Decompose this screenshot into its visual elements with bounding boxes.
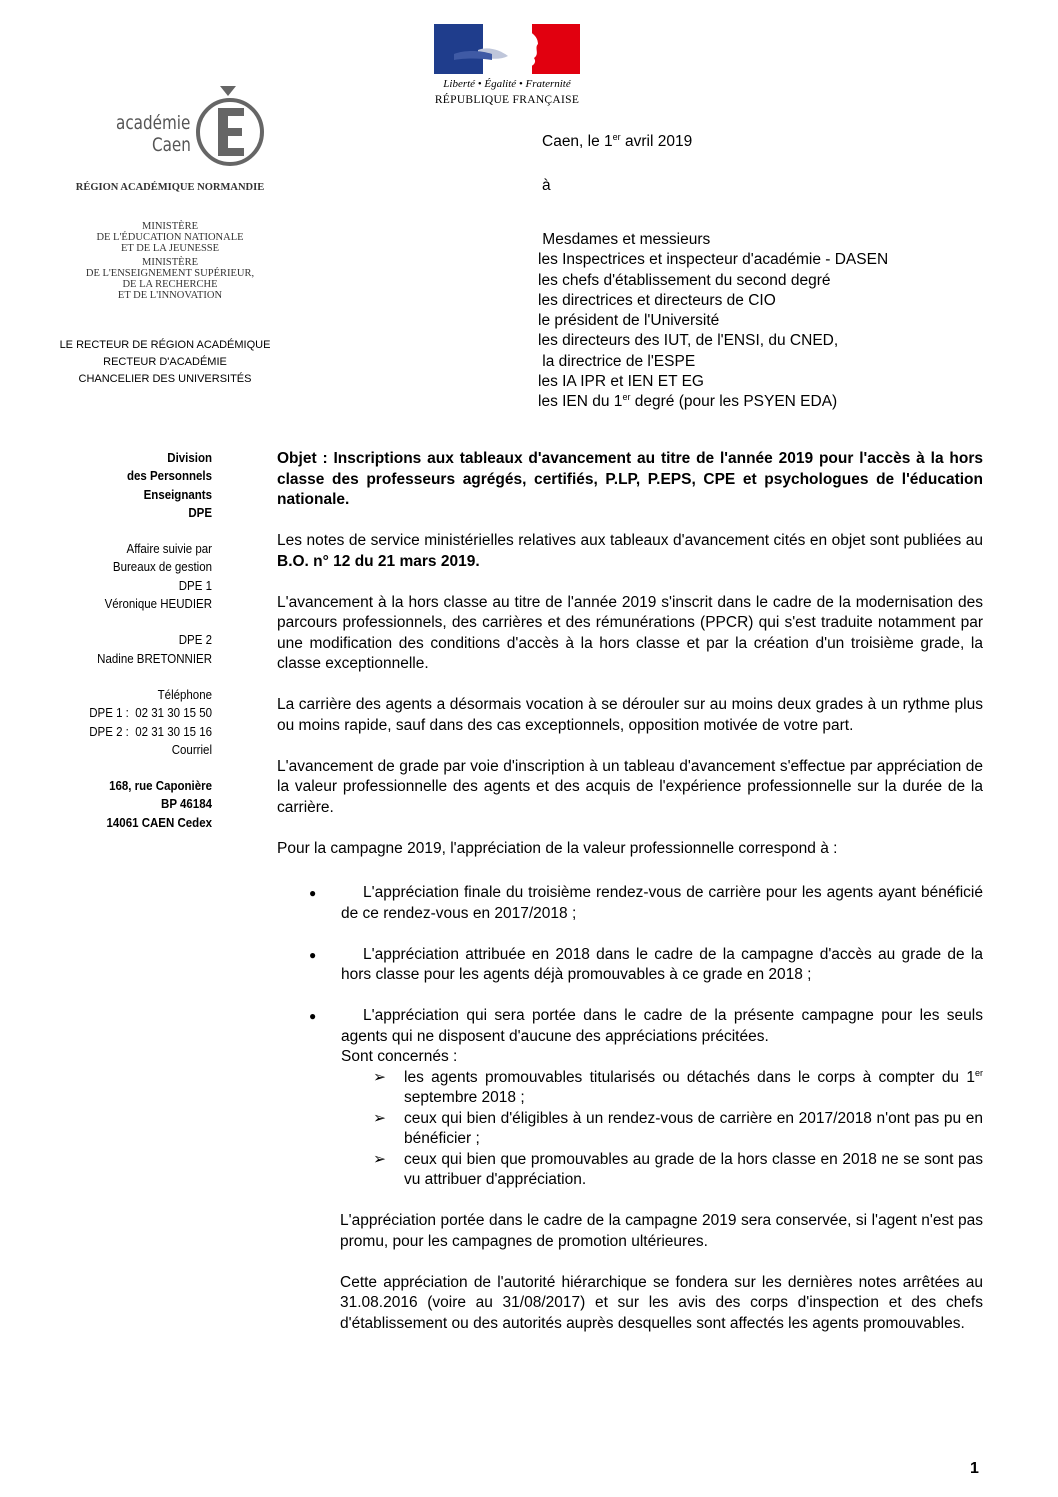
dpe2-line: Nadine BRETONNIER [97,651,212,666]
bullet-text: L'appréciation finale du troisième rendez-vous de carrière pour les agents ayant bénéficié de ce rendez-vous en 2017/2018 ; [341,884,983,922]
date-sup: er [612,131,621,142]
recteur-block [30,337,300,388]
ministere-enseignement [70,257,270,301]
recteur-line: CHANCELIER DES UNIVERSITÉS [78,373,252,385]
sub1-prefix: les agents promouvables titularisés ou détachés dans le corps à compter du 1 [404,1068,975,1086]
ministere1-line: MINISTÈRE [142,221,198,232]
academie-e-icon [190,86,276,166]
bullet-text: L'appréciation qui sera portée dans le cadre de la présente campagne pour les seuls agents qui ne disposent d'aucune des appréciations précitées. [341,1007,983,1045]
address-line: BP 46184 [161,797,212,812]
bullet-icon: ● [309,1009,317,1023]
p1-text: Les notes de service ministérielles relatives aux tableaux d'avancement cités en objet sont publiées au [277,532,983,549]
sidebar-contact [45,449,212,832]
division-line: des Personnels [126,469,212,484]
paragraph-campagne: Pour la campagne 2019, l'appréciation de la valeur professionnelle correspond à : [277,839,838,857]
object-line: Objet : Inscriptions aux tableaux d'avancement au titre de l'année 2019 pour l'accès à la hors classe des professeurs agrégés, certifiés, P.LP, P.EPS, CPE et psychologues de l'éducation nationale. [277,450,983,508]
recipient-line: la directrice de l'ESPE [538,352,696,370]
sub3-text: ceux qui bien que promouvables au grade de la hors classe en 2018 ne se sont pas vu attribuer d'appréciation. [404,1150,983,1188]
phone-dpe1: DPE 1 : 02 31 30 15 50 [89,706,212,721]
ministere2-line: ET DE L'INNOVATION [117,290,223,301]
division-line: Enseignants [143,487,212,502]
marianne-motto: Liberté • Égalité • Fraternité [443,78,571,90]
sub1-sup: er [974,1067,983,1078]
marianne-logo [432,24,582,114]
sub-list [341,1068,983,1191]
bullet-icon: ● [309,947,317,962]
division-line: Division [167,451,212,465]
p1-bold: B.O. n° 12 du 21 mars 2019. [277,552,480,570]
addressee-a: à [542,177,551,194]
recipients-list [538,230,888,413]
letter-body [277,449,983,1355]
region-academique: RÉGION ACADÉMIQUE NORMANDIE [75,182,265,193]
address-line: 14061 CAEN Cedex [106,815,212,830]
academie-word: académie [116,112,191,134]
paragraph-autorite: Cette appréciation de l'autorité hiérarchique se fondera sur les dernières notes arrêtées au 31.08.2016 (voire au 31/08/2017) et sur les avis des corps d'inspection et des chefs d'établissement ou des autorités auprès desquelles sont affectés les agents promouvables. [340,1273,983,1332]
paragraph-carriere: La carrière des agents a désormais vocation à se dérouler sur au moins deux grades à un rythme plus ou moins rapide, sauf dans des cas exceptionnels, opposition motivée de votre part. [277,696,983,734]
ministere2-line: DE L'ENSEIGNEMENT SUPÉRIEUR, [85,268,255,279]
sub1-suffix: septembre 2018 ; [404,1089,525,1106]
page-number: 1 [970,1460,979,1477]
recipient-line [538,392,888,412]
email-label: Courriel [171,742,212,757]
suivie-line: Bureaux de gestion [112,560,212,575]
phone-dpe2: DPE 2 : 02 31 30 15 16 [89,724,212,739]
date-line [542,133,692,151]
recteur-line: LE RECTEUR DE RÉGION ACADÉMIQUE [59,339,271,351]
arrow-icon: ➢ [373,1150,386,1168]
recipient-line: les IA IPR et IEN ET EG [538,373,704,391]
address-line: 168, rue Caponière [109,779,212,794]
arrow-icon: ➢ [373,1068,386,1086]
paragraph-bo [277,531,983,572]
suivie-line: DPE 1 [178,578,212,593]
list-item [277,1006,983,1191]
recteur-line: RECTEUR D'ACADÉMIE [103,356,227,368]
date-suffix: avril 2019 [620,133,693,150]
ministere1-line: ET DE LA JEUNESSE [120,243,220,254]
list-item [277,883,983,924]
paragraph-avancement: L'avancement de grade par voie d'inscription à un tableau d'avancement s'effectue par appréciation de la valeur professionnelle des agents et des acquis de l'expérience professionnelle sur la durée de la carrière. [277,757,983,816]
list-item [277,945,983,986]
paragraph-ppcr: L'avancement à la hors classe au titre de l'année 2019 s'inscrit dans le cadre de la modernisation des parcours professionnels, des carrières et des rémunérations (PPCR) qui s'est traduite notamment par une modification des conditions d'accès à la hors classe et par la création d'un troisième grade, la classe exceptionnelle. [277,593,983,672]
republique-francaise: RÉPUBLIQUE FRANÇAISE [434,94,580,106]
sub-list-item [341,1109,983,1150]
recipient-sup: er [622,392,631,403]
ministere-education [70,221,270,254]
paragraph-conservee: L'appréciation portée dans le cadre de la campagne 2019 sera conservée, si l'agent n'est pas promu, pour les campagnes de promotion ultérieures. [340,1212,983,1250]
bullet-icon: ● [309,886,317,900]
sub2-text: ceux qui bien d'éligibles à un rendez-vous de carrière en 2017/2018 n'ont pas pu en bénéficier ; [404,1109,983,1147]
sub-list-item [341,1150,983,1191]
suivie-line: Affaire suivie par [126,542,212,557]
arrow-icon: ➢ [373,1109,386,1127]
recipient-line: les Inspectrices et inspecteur d'académie - DASEN [538,251,889,269]
recipient-line: les directeurs des IUT, de l'ENSI, du CNED, [538,332,839,350]
division-line: DPE [188,505,212,520]
sub-list-item [341,1068,983,1109]
contact-line: Téléphone [157,687,212,702]
caen-word: Caen [152,134,191,156]
ministere2-line: DE LA RECHERCHE [122,279,218,290]
recipient-line: les chefs d'établissement du second degré [538,271,831,289]
dpe2-line: DPE 2 [178,633,212,648]
date-prefix: Caen, le 1 [542,133,613,150]
suivie-line: Véronique HEUDIER [104,597,212,612]
recipient-line: les directrices et directeurs de CIO [538,291,776,309]
recipient-prefix: les IEN du 1 [538,393,623,411]
recipient-line: le président de l'Université [538,312,720,330]
marianne-flag-icon [434,24,580,74]
ministere1-line: DE L'ÉDUCATION NATIONALE [96,232,244,243]
recipient-line: Mesdames et messieurs [538,231,711,248]
recipient-suffix: degré (pour les PSYEN EDA) [630,393,838,411]
sont-concernes: Sont concernés : [341,1048,458,1065]
ministere2-line: MINISTÈRE [142,257,198,268]
bullet-text: L'appréciation attribuée en 2018 dans le cadre de la campagne d'accès au grade de la hors classe pour les agents déjà promouvables à ce grade en 2018 ; [341,945,983,983]
